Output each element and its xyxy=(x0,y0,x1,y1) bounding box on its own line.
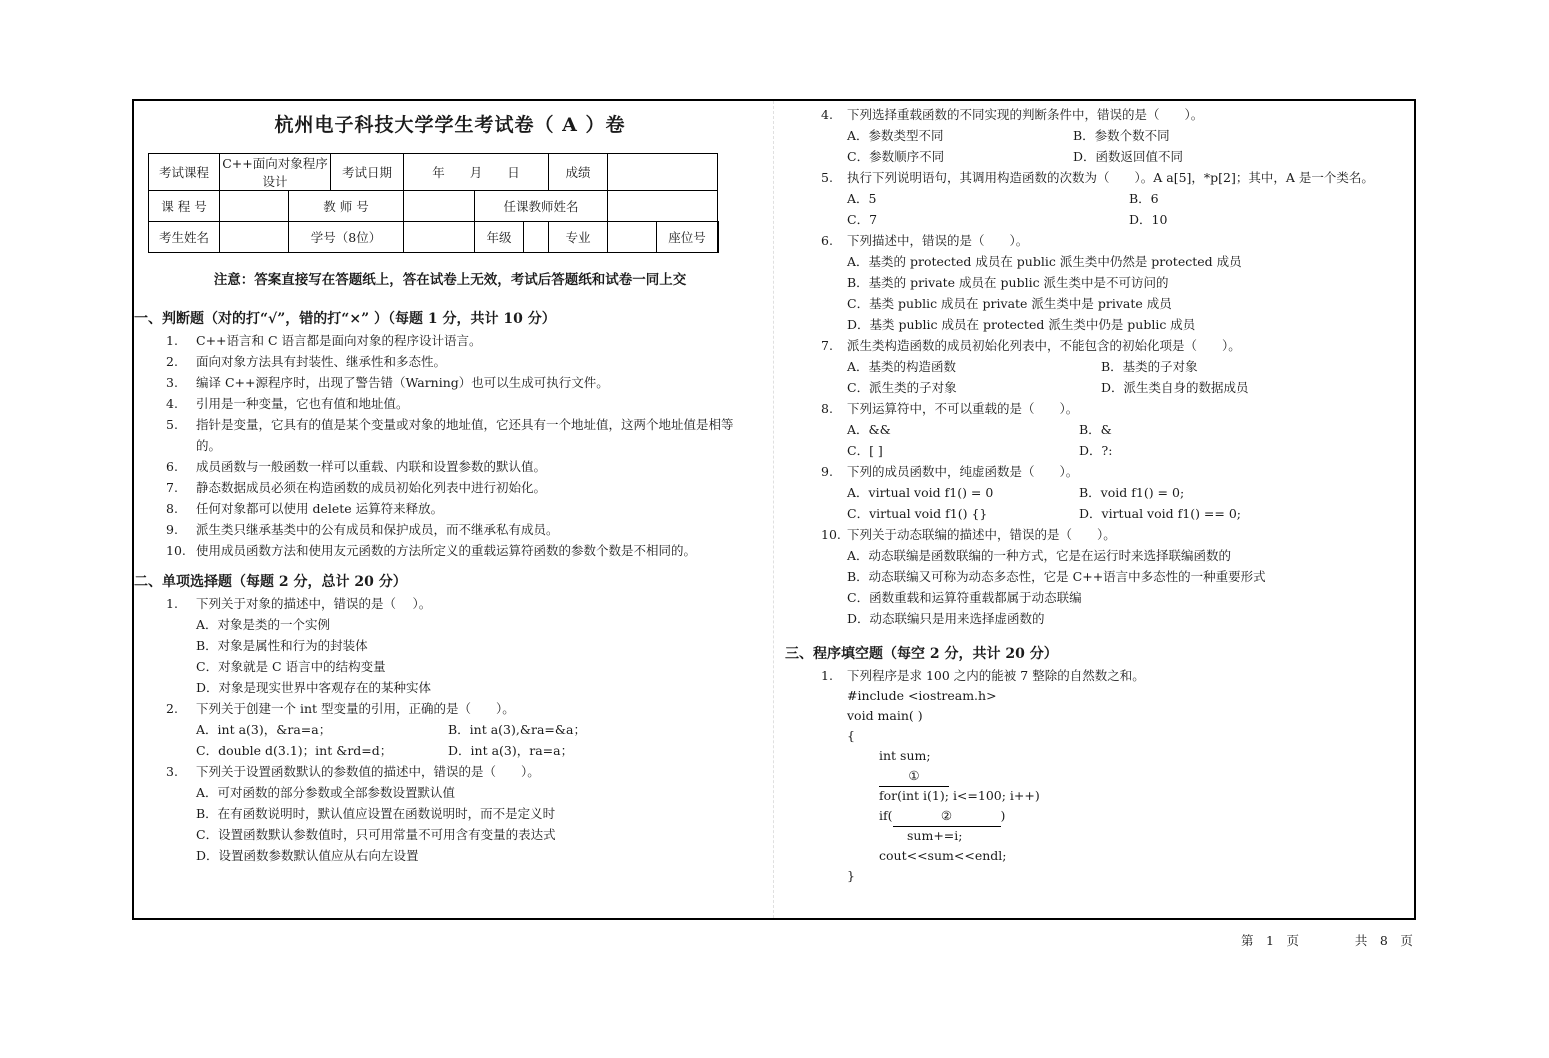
page-total: 共 8 页 xyxy=(1354,933,1413,948)
tf-item xyxy=(134,540,766,561)
option: D．设置函数参数默认值应从右向左设置 xyxy=(196,848,419,863)
tf-item xyxy=(134,393,766,414)
option: D．10 xyxy=(1129,212,1168,227)
code-line: void main( ) xyxy=(847,708,923,723)
option: D．?: xyxy=(1079,443,1113,458)
option: B．void f1() = 0; xyxy=(1079,485,1185,500)
question-number: 10. xyxy=(821,527,841,542)
question-text: 下列程序是求 100 之内的能被 7 整除的自然数之和。 xyxy=(847,668,1145,683)
tf-item xyxy=(134,498,766,519)
option: D．virtual void f1() == 0; xyxy=(1079,506,1242,521)
option: C．对象就是 C 语言中的结构变量 xyxy=(196,659,386,674)
cell-seat-label: 座位号 xyxy=(657,222,718,253)
option: C．基类 public 成员在 private 派生类中是 private 成员 xyxy=(847,296,1172,311)
item-text: C++语言和 C 语言都是面向对象的程序设计语言。 xyxy=(196,333,482,348)
cell-teacher-name-value xyxy=(608,191,718,222)
item-number: 10. xyxy=(166,543,186,558)
mc-question xyxy=(785,104,1405,125)
option: A．基类的构造函数 xyxy=(847,359,957,374)
code-text: ) xyxy=(1000,808,1006,823)
option: C．virtual void f1() {} xyxy=(847,506,988,521)
info-row-2 xyxy=(149,191,719,222)
item-text: 编译 C++源程序时，出现了警告错（Warning）也可以生成可执行文件。 xyxy=(196,375,609,390)
question-text: 下列描述中，错误的是（ ）。 xyxy=(847,233,1029,248)
option: C．参数顺序不同 xyxy=(847,149,945,164)
cell-grade-value xyxy=(524,222,549,253)
option-row xyxy=(785,503,1405,524)
option: A．参数类型不同 xyxy=(847,128,944,143)
info-table xyxy=(148,153,719,253)
code-line: for(int i(1); i<=100; i++) xyxy=(879,788,1040,803)
right-column xyxy=(785,104,1405,886)
cell-score-label: 成绩 xyxy=(549,154,608,191)
fill-question xyxy=(785,665,1405,686)
option: D．动态联编只是用来选择虚函数的 xyxy=(847,611,1045,626)
mc-question xyxy=(134,593,766,614)
option: B．& xyxy=(1079,422,1112,437)
tf-item xyxy=(134,519,766,540)
cell-date-label: 考试日期 xyxy=(331,154,404,191)
option-row xyxy=(785,419,1405,440)
option: D．int a(3)，ra=a； xyxy=(448,743,574,758)
mc-question xyxy=(785,230,1405,251)
question-text: 下列关于对象的描述中，错误的是（ ）。 xyxy=(196,596,432,611)
item-text: 面向对象方法具有封装性、继承性和多态性。 xyxy=(196,354,447,369)
question-number: 9. xyxy=(821,464,833,479)
cell-course-no-label: 课 程 号 xyxy=(149,191,220,222)
question-text: 下列的成员函数中，纯虚函数是（ ）。 xyxy=(847,464,1079,479)
option-row xyxy=(785,377,1405,398)
option: D．派生类自身的数据成员 xyxy=(1101,380,1249,395)
cell-major-value xyxy=(608,222,657,253)
question-text: 下列关于设置函数默认的参数值的描述中，错误的是（ ）。 xyxy=(196,764,540,779)
code-text: if( xyxy=(879,808,893,823)
code-line: sum+=i; xyxy=(907,828,963,843)
section1-heading: 一、判断题（对的打“√”，错的打“×” ）（每题 1 分，共计 10 分） xyxy=(134,311,556,327)
option: D．对象是现实世界中客观存在的某种实体 xyxy=(196,680,432,695)
cell-course-no-value xyxy=(220,191,289,222)
cell-teacher-name-label: 任课教师姓名 xyxy=(475,191,608,222)
spacer xyxy=(134,561,766,571)
question-number: 1. xyxy=(166,596,178,611)
option: A．&& xyxy=(847,422,891,437)
option: B．基类的子对象 xyxy=(1101,359,1198,374)
info-row-1 xyxy=(149,154,719,191)
page-number: 第 1 页 xyxy=(1241,933,1299,948)
item-text: 任何对象都可以使用 delete 运算符来释放。 xyxy=(196,501,444,516)
option-row xyxy=(785,125,1405,146)
tf-item xyxy=(134,330,766,351)
mc-question xyxy=(134,761,766,782)
answer-blank-2[interactable]: ② xyxy=(893,806,1001,827)
cell-seat-value xyxy=(718,222,719,253)
item-number: 1. xyxy=(166,333,178,348)
item-text: 使用成员函数方法和使用友元函数的方法所定义的重载运算符函数的参数个数是不相同的。 xyxy=(196,543,697,558)
option: A．virtual void f1() = 0 xyxy=(847,485,994,500)
option: B．参数个数不同 xyxy=(1073,128,1170,143)
code-line xyxy=(785,766,1405,786)
option: B．基类的 private 成员在 public 派生类中是不可访问的 xyxy=(847,275,1169,290)
cell-student-id-value xyxy=(404,222,475,253)
info-row-3 xyxy=(149,222,719,253)
cell-student-name-value xyxy=(220,222,289,253)
tf-item xyxy=(134,372,766,393)
option: A．动态联编是函数联编的一种方式，它是在运行时来选择联编函数的 xyxy=(847,548,1232,563)
notice-text: 注意：答案直接写在答题纸上，答在试卷上无效，考试后答题纸和试卷一同上交 xyxy=(213,272,687,288)
code-line: { xyxy=(847,728,855,743)
question-number: 3. xyxy=(166,764,178,779)
option-row xyxy=(785,146,1405,167)
mc-question xyxy=(785,461,1405,482)
item-text: 派生类只继承基类中的公有成员和保护成员，而不继承私有成员。 xyxy=(196,522,559,537)
section3-heading: 三、程序填空题（每空 2 分，共计 20 分） xyxy=(785,646,1058,662)
option: C．[ ] xyxy=(847,443,883,458)
option: A．int a(3)，&ra=a； xyxy=(196,722,332,737)
question-number: 8. xyxy=(821,401,833,416)
question-number: 4. xyxy=(821,107,833,122)
item-number: 3. xyxy=(166,375,178,390)
option-row xyxy=(134,740,766,761)
mc-question xyxy=(785,524,1405,545)
option: A．基类的 protected 成员在 public 派生类中仍然是 protected 成员 xyxy=(847,254,1242,269)
cell-course-label: 考试课程 xyxy=(149,154,220,191)
question-number: 7. xyxy=(821,338,833,353)
question-text: 下列关于创建一个 int 型变量的引用，正确的是（ ）。 xyxy=(196,701,515,716)
column-divider xyxy=(773,101,774,918)
mc-question xyxy=(785,398,1405,419)
mc-question xyxy=(785,335,1405,356)
tf-item xyxy=(134,477,766,498)
option-row xyxy=(134,719,766,740)
option: A．可对函数的部分参数或全部参数设置默认值 xyxy=(196,785,456,800)
item-number: 5. xyxy=(166,417,178,432)
option: C．函数重载和运算符重载都属于动态联编 xyxy=(847,590,1082,605)
section2-heading: 二、单项选择题（每题 2 分，总计 20 分） xyxy=(134,574,407,590)
question-text: 下列关于动态联编的描述中，错误的是（ ）。 xyxy=(847,527,1116,542)
cell-major-label: 专业 xyxy=(549,222,608,253)
question-number: 2. xyxy=(166,701,178,716)
option: D．基类 public 成员在 protected 派生类中仍是 public 成员 xyxy=(847,317,1196,332)
cell-date-value: 年 月 日 xyxy=(404,154,549,191)
mc-question xyxy=(134,698,766,719)
cell-student-id-label: 学号（8位） xyxy=(289,222,404,253)
spacer xyxy=(785,629,1405,643)
option: C．7 xyxy=(847,212,878,227)
option: A．对象是类的一个实例 xyxy=(196,617,331,632)
code-line: } xyxy=(847,868,855,883)
cell-score-value xyxy=(608,154,718,191)
code-line: int sum; xyxy=(879,748,931,763)
item-number: 8. xyxy=(166,501,178,516)
tf-item xyxy=(134,414,766,456)
option: D．函数返回值不同 xyxy=(1073,149,1184,164)
code-line xyxy=(785,806,1405,826)
cell-grade-label: 年级 xyxy=(475,222,524,253)
option-row xyxy=(785,356,1405,377)
option: C．设置函数默认参数值时，只可用常量不可用含有变量的表达式 xyxy=(196,827,556,842)
code-line: #include <iostream.h> xyxy=(847,688,997,703)
item-number: 6. xyxy=(166,459,178,474)
option: A．5 xyxy=(847,191,877,206)
item-text: 引用是一种变量，它也有值和地址值。 xyxy=(196,396,409,411)
tf-item xyxy=(134,456,766,477)
option-row xyxy=(785,209,1405,230)
cell-teacher-no-value xyxy=(404,191,475,222)
page-footer xyxy=(1241,931,1413,949)
question-number: 5. xyxy=(821,170,833,185)
question-text: 执行下列说明语句，其调用构造函数的次数为（ ）。A a[5]，*p[2]；其中，A 是一个类名。 xyxy=(847,170,1374,185)
item-number: 2. xyxy=(166,354,178,369)
option: B．6 xyxy=(1129,191,1159,206)
option-row xyxy=(785,482,1405,503)
question-number: 6. xyxy=(821,233,833,248)
code-line: cout<<sum<<endl; xyxy=(879,848,1007,863)
option: B．在有函数说明时，默认值应设置在函数说明时，而不是定义时 xyxy=(196,806,556,821)
left-questions xyxy=(134,308,766,866)
option: C．派生类的子对象 xyxy=(847,380,957,395)
item-number: 4. xyxy=(166,396,178,411)
left-column xyxy=(134,104,766,141)
option: B．int a(3),&ra=&a； xyxy=(448,722,586,737)
answer-blank-1[interactable]: ① xyxy=(879,766,949,787)
mc-question xyxy=(785,167,1405,188)
item-number: 7. xyxy=(166,480,178,495)
exam-title: 杭州电子科技大学学生考试卷（ A ）卷 xyxy=(274,114,626,136)
cell-course-value: C++面向对象程序设计 xyxy=(220,154,331,191)
option: B．动态联编又可称为动态多态性，它是 C++语言中多态性的一种重要形式 xyxy=(847,569,1266,584)
option-row xyxy=(785,188,1405,209)
option: C．double d(3.1)；int &rd=d； xyxy=(196,743,393,758)
item-text: 静态数据成员必须在构造函数的成员初始化列表中进行初始化。 xyxy=(196,480,547,495)
tf-item xyxy=(134,351,766,372)
item-text: 成员函数与一般函数一样可以重载、内联和设置参数的默认值。 xyxy=(196,459,547,474)
question-text: 派生类构造函数的成员初始化列表中，不能包含的初始化项是（ ）。 xyxy=(847,338,1241,353)
item-text: 指针是变量，它具有的值是某个变量或对象的地址值，它还具有一个地址值，这两个地址值是相等的。 xyxy=(196,417,734,453)
question-text: 下列运算符中，不可以重载的是（ ）。 xyxy=(847,401,1079,416)
cell-student-name-label: 考生姓名 xyxy=(149,222,220,253)
question-number: 1. xyxy=(821,668,833,683)
item-number: 9. xyxy=(166,522,178,537)
question-text: 下列选择重载函数的不同实现的判断条件中，错误的是（ ）。 xyxy=(847,107,1204,122)
cell-teacher-no-label: 教 师 号 xyxy=(289,191,404,222)
option: B．对象是属性和行为的封装体 xyxy=(196,638,368,653)
option-row xyxy=(785,440,1405,461)
